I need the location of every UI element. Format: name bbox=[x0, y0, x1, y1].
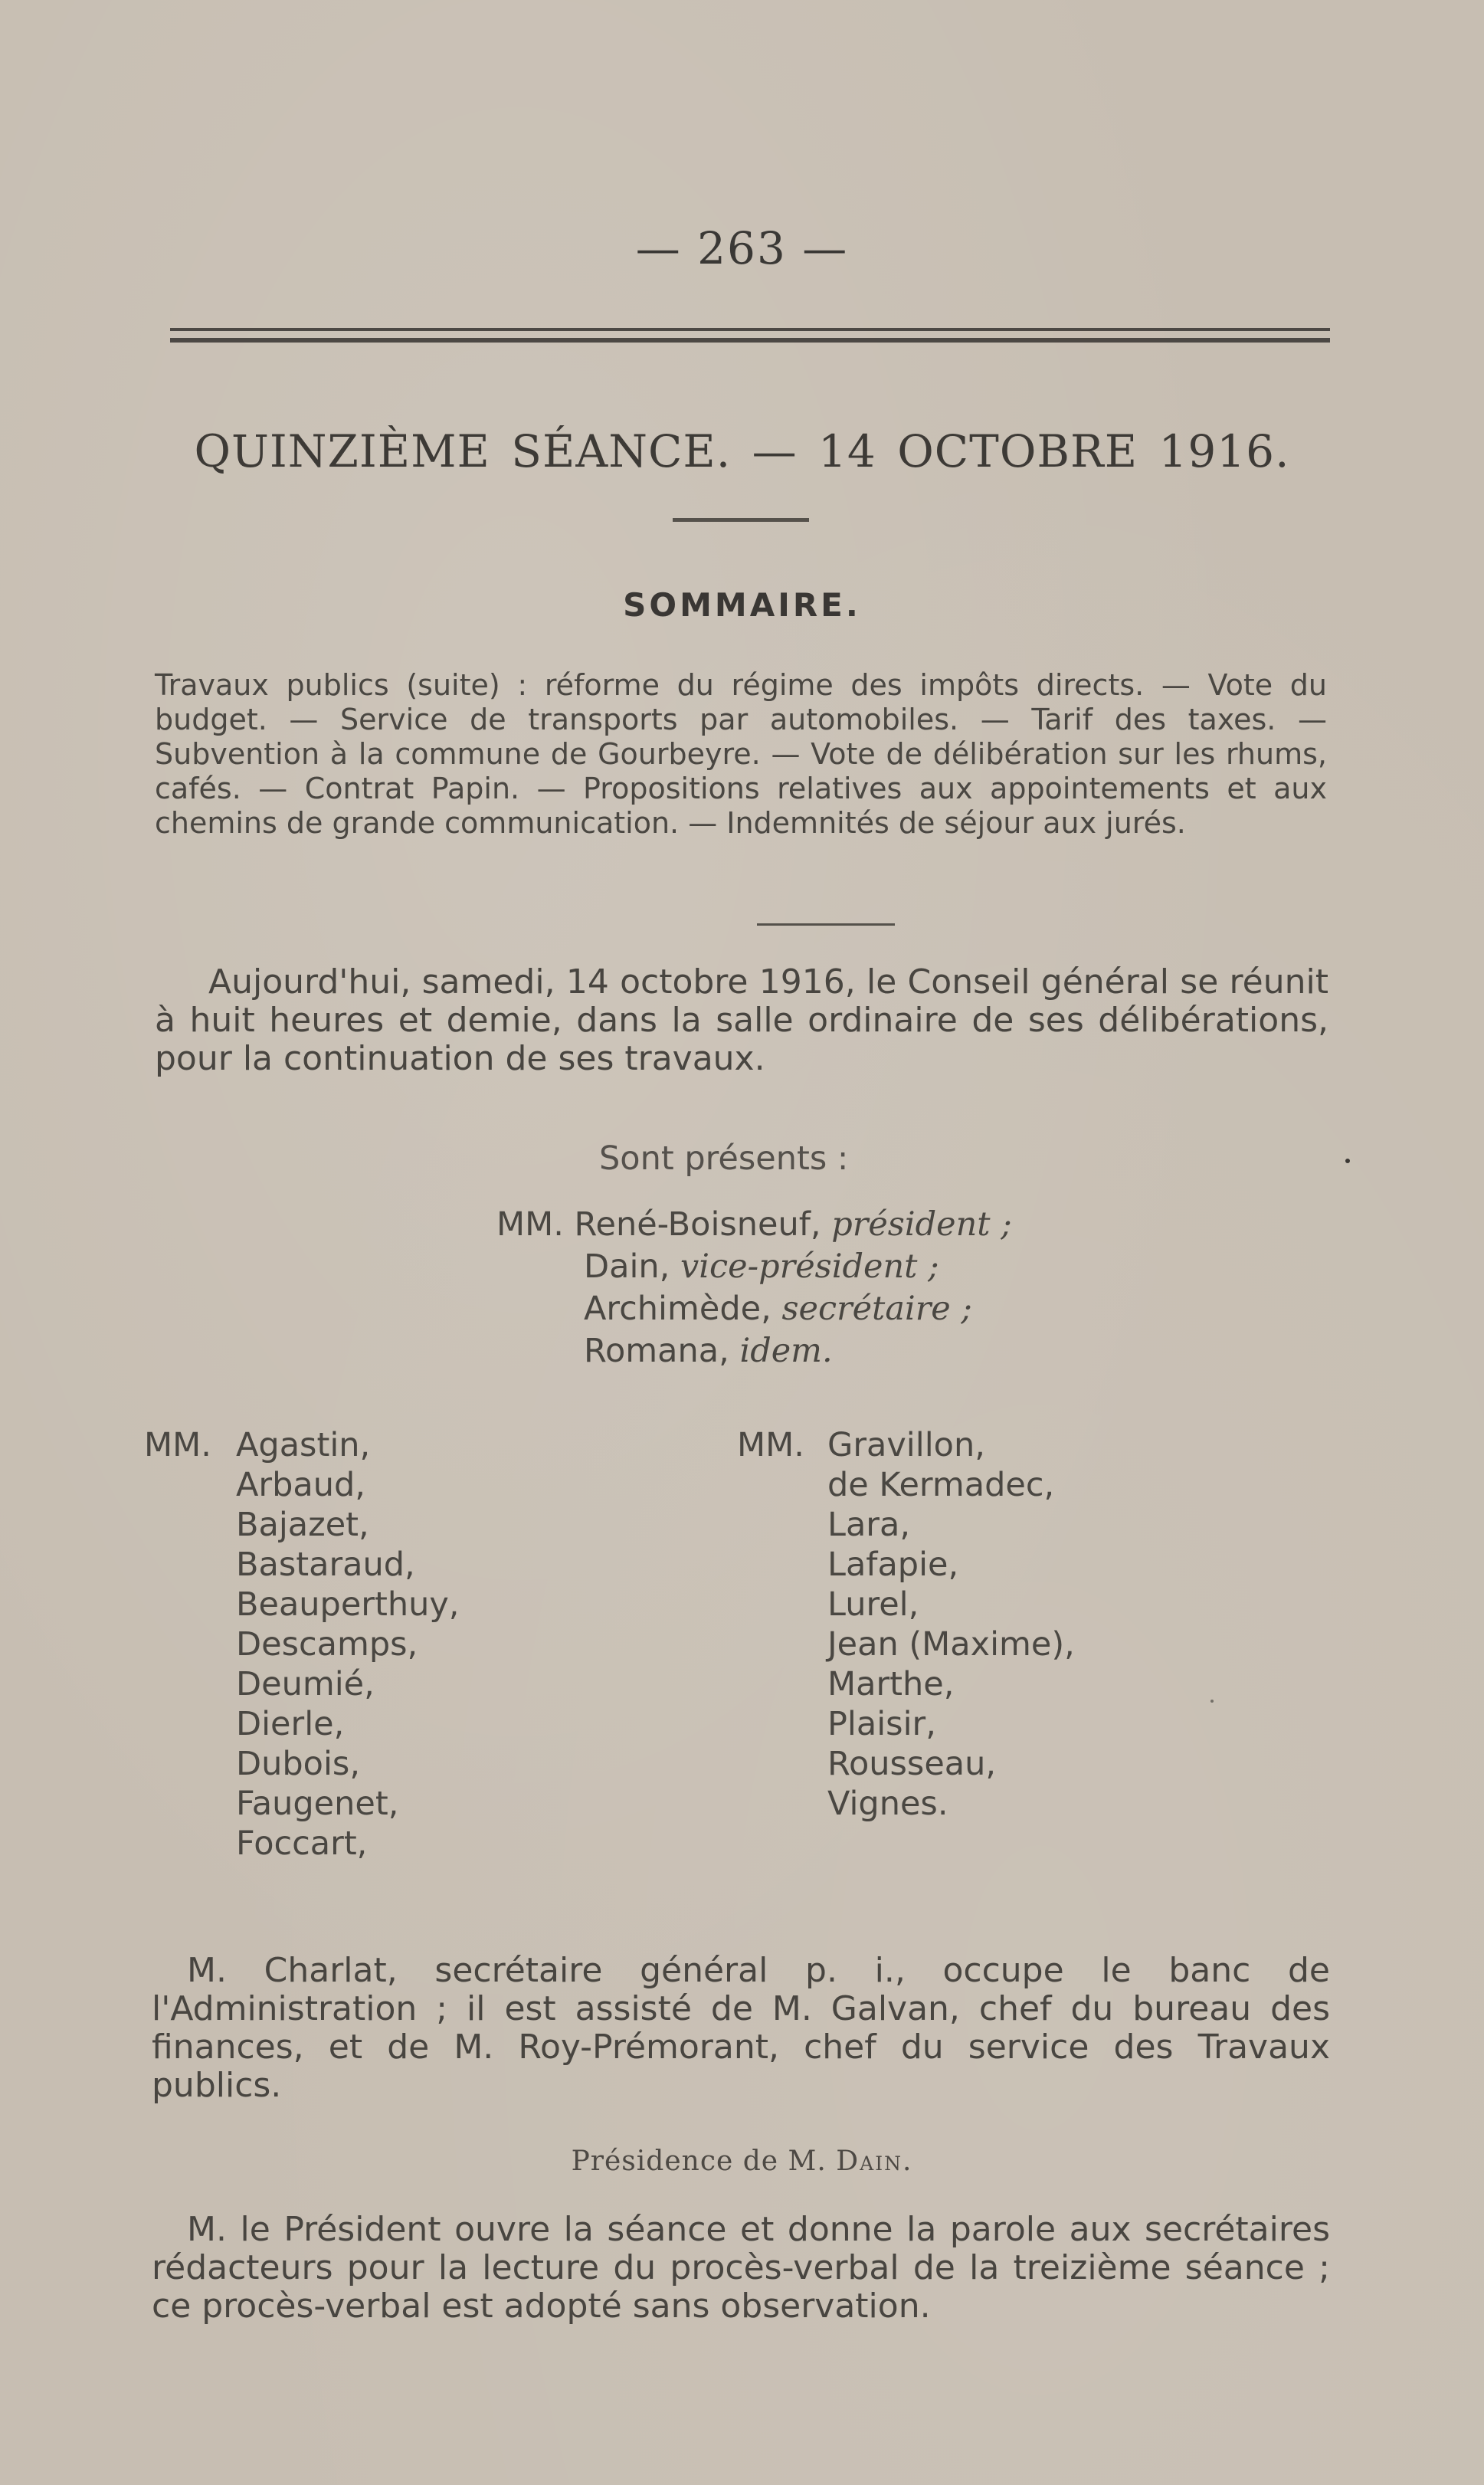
officer-secretary-idem bbox=[584, 1332, 833, 1370]
officer-prefix: MM. bbox=[496, 1205, 564, 1244]
member-name: Bastaraud, bbox=[236, 1546, 415, 1584]
header-rule-thin bbox=[170, 328, 1330, 331]
officer-vice-president bbox=[584, 1247, 939, 1286]
members-left-column bbox=[144, 1427, 604, 1865]
officer-name: Romana, bbox=[584, 1332, 729, 1370]
member-name: Bajazet, bbox=[236, 1506, 369, 1544]
seance-title: QUINZIÈME SÉANCE. — 14 OCTOBRE 1916. bbox=[194, 425, 1290, 477]
sommaire-title: SOMMAIRE. bbox=[623, 586, 861, 624]
presidence-heading bbox=[0, 2146, 1484, 2177]
member-name: Marthe, bbox=[827, 1665, 955, 1703]
sommaire-divider bbox=[757, 923, 895, 926]
member-name: Lara, bbox=[827, 1506, 911, 1544]
officer-name: Dain, bbox=[584, 1247, 670, 1286]
member-name: Gravillon, bbox=[827, 1426, 985, 1464]
officer-name: Archimède, bbox=[584, 1290, 771, 1328]
header-rule-thick bbox=[170, 338, 1330, 343]
officer-role: secrétaire ; bbox=[781, 1290, 972, 1328]
members-left-prefix: MM. bbox=[144, 1426, 211, 1464]
presidence-label: Présidence de M. bbox=[571, 2146, 827, 2177]
ink-speck bbox=[1345, 1159, 1350, 1163]
member-name: Dubois, bbox=[236, 1745, 360, 1783]
members-right-column bbox=[737, 1427, 1235, 1825]
member-name: Lurel, bbox=[827, 1585, 919, 1624]
title-divider bbox=[673, 518, 809, 522]
member-name: Plaisir, bbox=[827, 1705, 936, 1743]
officer-name: René-Boisneuf, bbox=[574, 1205, 821, 1244]
member-name: Faugenet, bbox=[236, 1785, 399, 1823]
member-name: Descamps, bbox=[236, 1625, 418, 1664]
page-number: — 263 — bbox=[635, 222, 849, 274]
officer-role: idem. bbox=[739, 1332, 833, 1370]
ink-speck bbox=[1210, 1700, 1214, 1703]
presents-title: Sont présents : bbox=[599, 1139, 849, 1178]
members-right-list bbox=[737, 1427, 1235, 1825]
officer-president bbox=[496, 1205, 1012, 1244]
closing-paragraph: M. le Président ouvre la séance et donne la parole aux secrétaires rédacteurs pour la lecture du procès-verbal de la treizième séance ; ce procès-verbal est adopté sans observation. bbox=[152, 2210, 1330, 2326]
opening-paragraph: Aujourd'hui, samedi, 14 octobre 1916, le Conseil général se réunit à huit heures et demie, dans la salle ordinaire de ses délibérations, pour la continuation de ses travaux. bbox=[155, 962, 1328, 1078]
member-name: Beauperthuy, bbox=[236, 1585, 460, 1624]
member-name: de Kermadec, bbox=[827, 1466, 1055, 1504]
member-name: Rousseau, bbox=[827, 1745, 997, 1783]
officer-role: président ; bbox=[831, 1205, 1012, 1244]
officer-secretary bbox=[584, 1290, 972, 1328]
member-name: Deumié, bbox=[236, 1665, 375, 1703]
member-name: Dierle, bbox=[236, 1705, 345, 1743]
members-left-list bbox=[144, 1427, 604, 1865]
member-name: Foccart, bbox=[236, 1824, 368, 1863]
members-right-prefix: MM. bbox=[737, 1426, 804, 1464]
presidence-name: Dain. bbox=[836, 2146, 913, 2177]
administration-paragraph: M. Charlat, secrétaire général p. i., occupe le banc de l'Administration ; il est assisté de M. Galvan, chef du bureau des finances, et de M. Roy-Prémorant, chef du service des Travaux publics. bbox=[152, 1951, 1330, 2105]
member-name: Vignes. bbox=[827, 1785, 948, 1823]
member-name: Agastin, bbox=[236, 1426, 371, 1464]
member-name: Lafapie, bbox=[827, 1546, 959, 1584]
member-name: Jean (Maxime), bbox=[827, 1625, 1075, 1664]
officer-role: vice-président ; bbox=[680, 1247, 939, 1286]
sommaire-text: Travaux publics (suite) : réforme du régime des impôts directs. — Vote du budget. — Service de transports par automobiles. — Tarif des taxes. — Subvention à la commune de Gourbeyre. — Vote de délibération sur les rhums, cafés. — Contrat Papin. — Propositions relatives aux appointements et aux chemins de grande communication. — Indemnités de séjour aux jurés. bbox=[155, 668, 1327, 840]
member-name: Arbaud, bbox=[236, 1466, 365, 1504]
